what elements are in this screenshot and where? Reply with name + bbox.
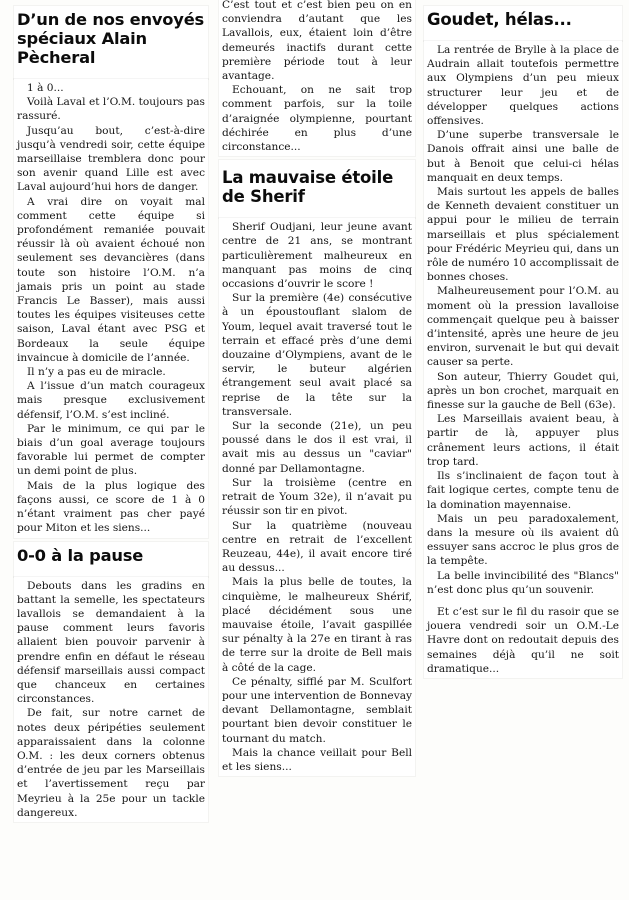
paragraph: Mais de la plus logique des façons aussi, ce score de 1 à 0 n’étant vraiment pas cher payé pour Miton et les siens... <box>17 479 205 535</box>
paragraph: La rentrée de Brylle à la place de Audrain allait toutefois permettre aux Olympiens d’un peu mieux structurer leur jeu et de développer quelques actions offensives. <box>427 44 619 128</box>
paragraph: A l’issue d’un match courageux mais presque exclusivement défensif, l’O.M. s’est incliné. <box>17 380 205 421</box>
paragraph: 1 à 0... <box>27 82 64 94</box>
subheading-strip <box>219 160 415 218</box>
paragraph: Sur la troisième (centre en retrait de Youm 32e), il n’avait pu réussir son tir en pivot. <box>222 476 412 518</box>
paragraph: Les Marseillais avaient beau, à partir de là, appuyer plus crânement leurs actions, il était trop tard. <box>427 413 619 468</box>
text-strip <box>219 0 415 156</box>
paragraph: Echouant, on ne sait trop comment parfois, sur la toile d’araignée olympienne, pourtant déchirée en plus d’une circonstance... <box>222 84 412 154</box>
subheading: Goudet, hélas... <box>427 10 572 29</box>
text-strip <box>424 41 622 678</box>
paragraph: Sherif Oudjani, leur jeune avant centre de 21 ans, se montrant particulièrement malheureux en manquant pas moins de cinq occasions d’ouvrir le score ! <box>222 221 412 291</box>
paragraph: Sur la première (4e) consécutive à un époustouflant slalom de Youm, lequel avait traversé tout le terrain et effacé près d’une demi douzaine d’Olympiens, avant de le servir, le buteur algérien étrangement seul avait placé sa reprise de la tête sur la transversale. <box>222 292 412 418</box>
text-strip <box>14 577 208 822</box>
paragraph: Mais la plus belle de toutes, la cinquième, le malheureux Shérif, placé décidément sous une mauvaise étoile, l’avait gaspillée sur pénalty à la 27e en tirant à ras de terre sur la droite de Bell mais à côté de la cage. <box>222 576 412 674</box>
paragraph: A vrai dire on voyait mal comment cette équipe si profondément remaniée pouvait réussir là où avaient échoué non seulement ses devancières (dans toute son histoire l’O.M. n’a jamais pris un point au stade Francis Le Basser), mais aussi toutes les équipes visiteuses cette saison, Laval étant avec PSG et Bordeaux la seule équipe invaincue à domicile de l’année. <box>17 195 205 364</box>
subheading-strip <box>424 6 622 41</box>
byline-heading: D’un de nos envoyés spéciaux Alain Pècheral <box>17 10 205 67</box>
paragraph: Par le minimum, ce qui par le biais d’un goal average toujours favorable lui permet de compter un demi point de plus. <box>17 422 205 478</box>
paragraph: D’une superbe transversale le Danois offrait ainsi une balle de but à Benoit que celui-ci hélas manquait en deux temps. <box>427 129 619 184</box>
paragraph: Sur la seconde (21e), un peu poussé dans le dos il est vrai, il avait mis au dessus un "caviar" donné par Dellamontagne. <box>222 420 412 475</box>
text-strip <box>219 218 415 776</box>
paragraph: Malheureusement pour l’O.M. au moment où la pression lavalloise commençait quelque peu à baisser d’intensité, après une heure de jeu environ, survenait le but qui devait causer sa perte. <box>427 285 619 369</box>
paragraph: Mais surtout les appels de balles de Kenneth devaient constituer un appui pour le milieu de terrain marseillais et plus spécialement pour Frédéric Meyrieu qui, dans un rôle de numéro 10 accomplissait de bonnes choses. <box>427 186 620 284</box>
headline-strip-1 <box>14 6 208 79</box>
paragraph: Mais la chance veillait pour Bell et les siens... <box>222 746 412 773</box>
paragraph: Debouts dans les gradins en battant la semelle, les spectateurs lavallois se demandaient à la pause comment leurs favoris allaient bien pouvoir parvenir à prendre enfin en défaut le réseau défensif marseillais aussi compact que chanceux en certaines circonstances. <box>17 579 205 706</box>
paragraph: Sur la quatrième (nouveau centre en retrait de l’excellent Reuzeau, 44e), il avait encore tiré au dessus... <box>222 519 412 575</box>
paragraph: De fait, sur notre carnet de notes deux péripéties seulement apparaissaient dans la colonne O.M. : les deux corners obtenus d’entrée de jeu par les Marseillais et l’avertissement reçu par Meyrieu à la 25e pour un tackle dangereux. <box>17 707 205 819</box>
subheading-strip <box>14 542 208 577</box>
subheading: 0-0 à la pause <box>17 545 144 565</box>
subheading: La mauvaise étoile de Sherif <box>222 168 394 207</box>
paragraph: Ils s’inclinaient de façon tout à fait logique certes, compte tenu de la domination mayennaise. <box>427 470 619 511</box>
article-column-2 <box>219 0 415 776</box>
paragraph: Ce pénalty, sifflé par M. Sculfort pour une intervention de Bonnevay devant Dellamontagne, semblait pourtant bien devoir constituer le tournant du match. <box>222 675 412 745</box>
paragraph: Jusqu’au bout, c’est-à-dire jusqu’à vendredi soir, cette équipe marseillaise tremblera donc pour son avenir quand Lille est avec Laval aujourd’hui hors de danger. <box>17 124 205 194</box>
paragraph: La belle invincibilité des "Blancs" n’est donc plus qu’un souvenir. <box>427 569 619 596</box>
paragraph: C’est tout et c’est bien peu on en conviendra d’autant que les Lavallois, eux, étaient loin d’être demeurés inactifs durant cette première période tout à leur avantage. <box>222 0 412 83</box>
paragraph: Il n’y a pas eu de miracle. <box>27 366 166 379</box>
text-strip <box>14 79 208 538</box>
paragraph: Son auteur, Thierry Goudet qui, après un bon crochet, marquait en finesse sur la gauche de Bell (63e). <box>427 370 619 412</box>
paragraph: Et c’est sur le fil du rasoir que se jouera vendredi soir un O.M.-Le Havre dont on redoutait depuis des semaines déjà qu’il ne soit dramatique... <box>427 605 619 675</box>
article-column-3 <box>424 6 622 678</box>
paragraph: Mais un peu paradoxalement, dans la mesure où ils avaient dû essuyer sans accroc le plus gros de la tempête. <box>427 512 619 568</box>
paragraph: Voilà Laval et l’O.M. toujours pas rassuré. <box>17 96 205 123</box>
article-column-1 <box>14 6 208 822</box>
